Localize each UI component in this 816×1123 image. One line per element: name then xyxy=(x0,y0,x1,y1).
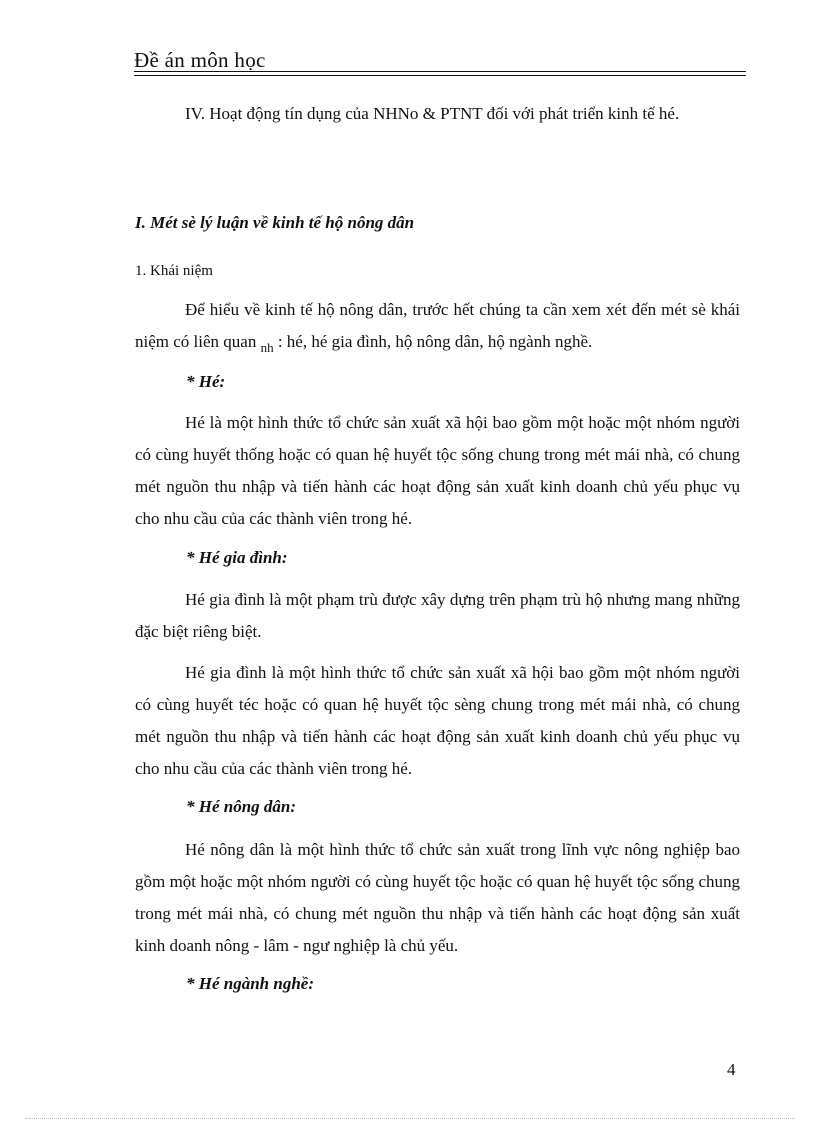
paragraph-ho-gia-dinh-2: Hé gia đình là một hình thức tổ chức sản xuất xã hội bao gồm một nhóm người có cùng huyết téc hoặc có quan hệ huyết tộc sèng chung trong mét mái nhà, có chung mét nguồn thu nhập và tiến hành các hoạt động sản xuất kinh doanh chủ yếu phục vụ cho nhu cầu của các thành viên trong hé. xyxy=(135,663,740,778)
header-rule-thick xyxy=(134,71,746,72)
paragraph-concepts xyxy=(135,294,740,364)
page-number: 4 xyxy=(727,1060,736,1079)
section-heading: I. Mét sè lý luận về kinh tế hộ nông dân xyxy=(135,213,415,232)
term-ho-nganh-nghe: * Hé ngành nghề: xyxy=(186,974,314,993)
header-title: Đề án môn học xyxy=(134,48,266,72)
term-ho-gia-dinh: * Hé gia đình: xyxy=(186,548,288,567)
page-bottom-border xyxy=(25,1118,795,1119)
paragraph-ho-nong-dan: Hé nông dân là một hình thức tổ chức sản xuất trong lĩnh vực nông nghiệp bao gồm một hoặc một nhóm người có cùng huyết tộc hoặc có quan hệ huyết tộc sống chung trong mét mái nhà, có chung mét nguồn thu nhập và tiến hành các hoạt động sản xuất kinh doanh nông - lâm - ngư nghiệp là chủ yếu. xyxy=(135,840,740,955)
term-ho: * Hé: xyxy=(186,372,226,391)
paragraph-ho-gia-dinh-1: Hé gia đình là một phạm trù được xây dựng trên phạm trù hộ nhưng mang những đặc biệt riêng biệt. xyxy=(135,590,740,641)
paragraph-concepts-text-a: Để hiểu về kinh tế hộ nông dân, trước hết chúng ta cần xem xét đến mét sè khái niệm có liên quan xyxy=(135,300,740,351)
term-ho-nong-dan: * Hé nông dân: xyxy=(186,797,297,816)
paragraph-concepts-nh: nh xyxy=(260,340,274,355)
subsection-title: 1. Khái niệm xyxy=(135,263,213,279)
intro-item: IV. Hoạt động tín dụng của NHNo & PTNT đối với phát triển kinh tế hé. xyxy=(185,104,680,123)
paragraph-concepts-text-b: : hé, hé gia đình, hộ nông dân, hộ ngành nghề. xyxy=(277,332,593,351)
header-rule-thin xyxy=(134,75,746,76)
paragraph-ho: Hé là một hình thức tổ chức sản xuất xã hội bao gồm một hoặc một nhóm người có cùng huyết thống hoặc có quan hệ huyết tộc sống chung trong mét mái nhà, có chung mét nguồn thu nhập và tiến hành các hoạt động sản xuất kinh doanh chủ yếu phục vụ cho nhu cầu của các thành viên trong hé. xyxy=(135,413,740,528)
